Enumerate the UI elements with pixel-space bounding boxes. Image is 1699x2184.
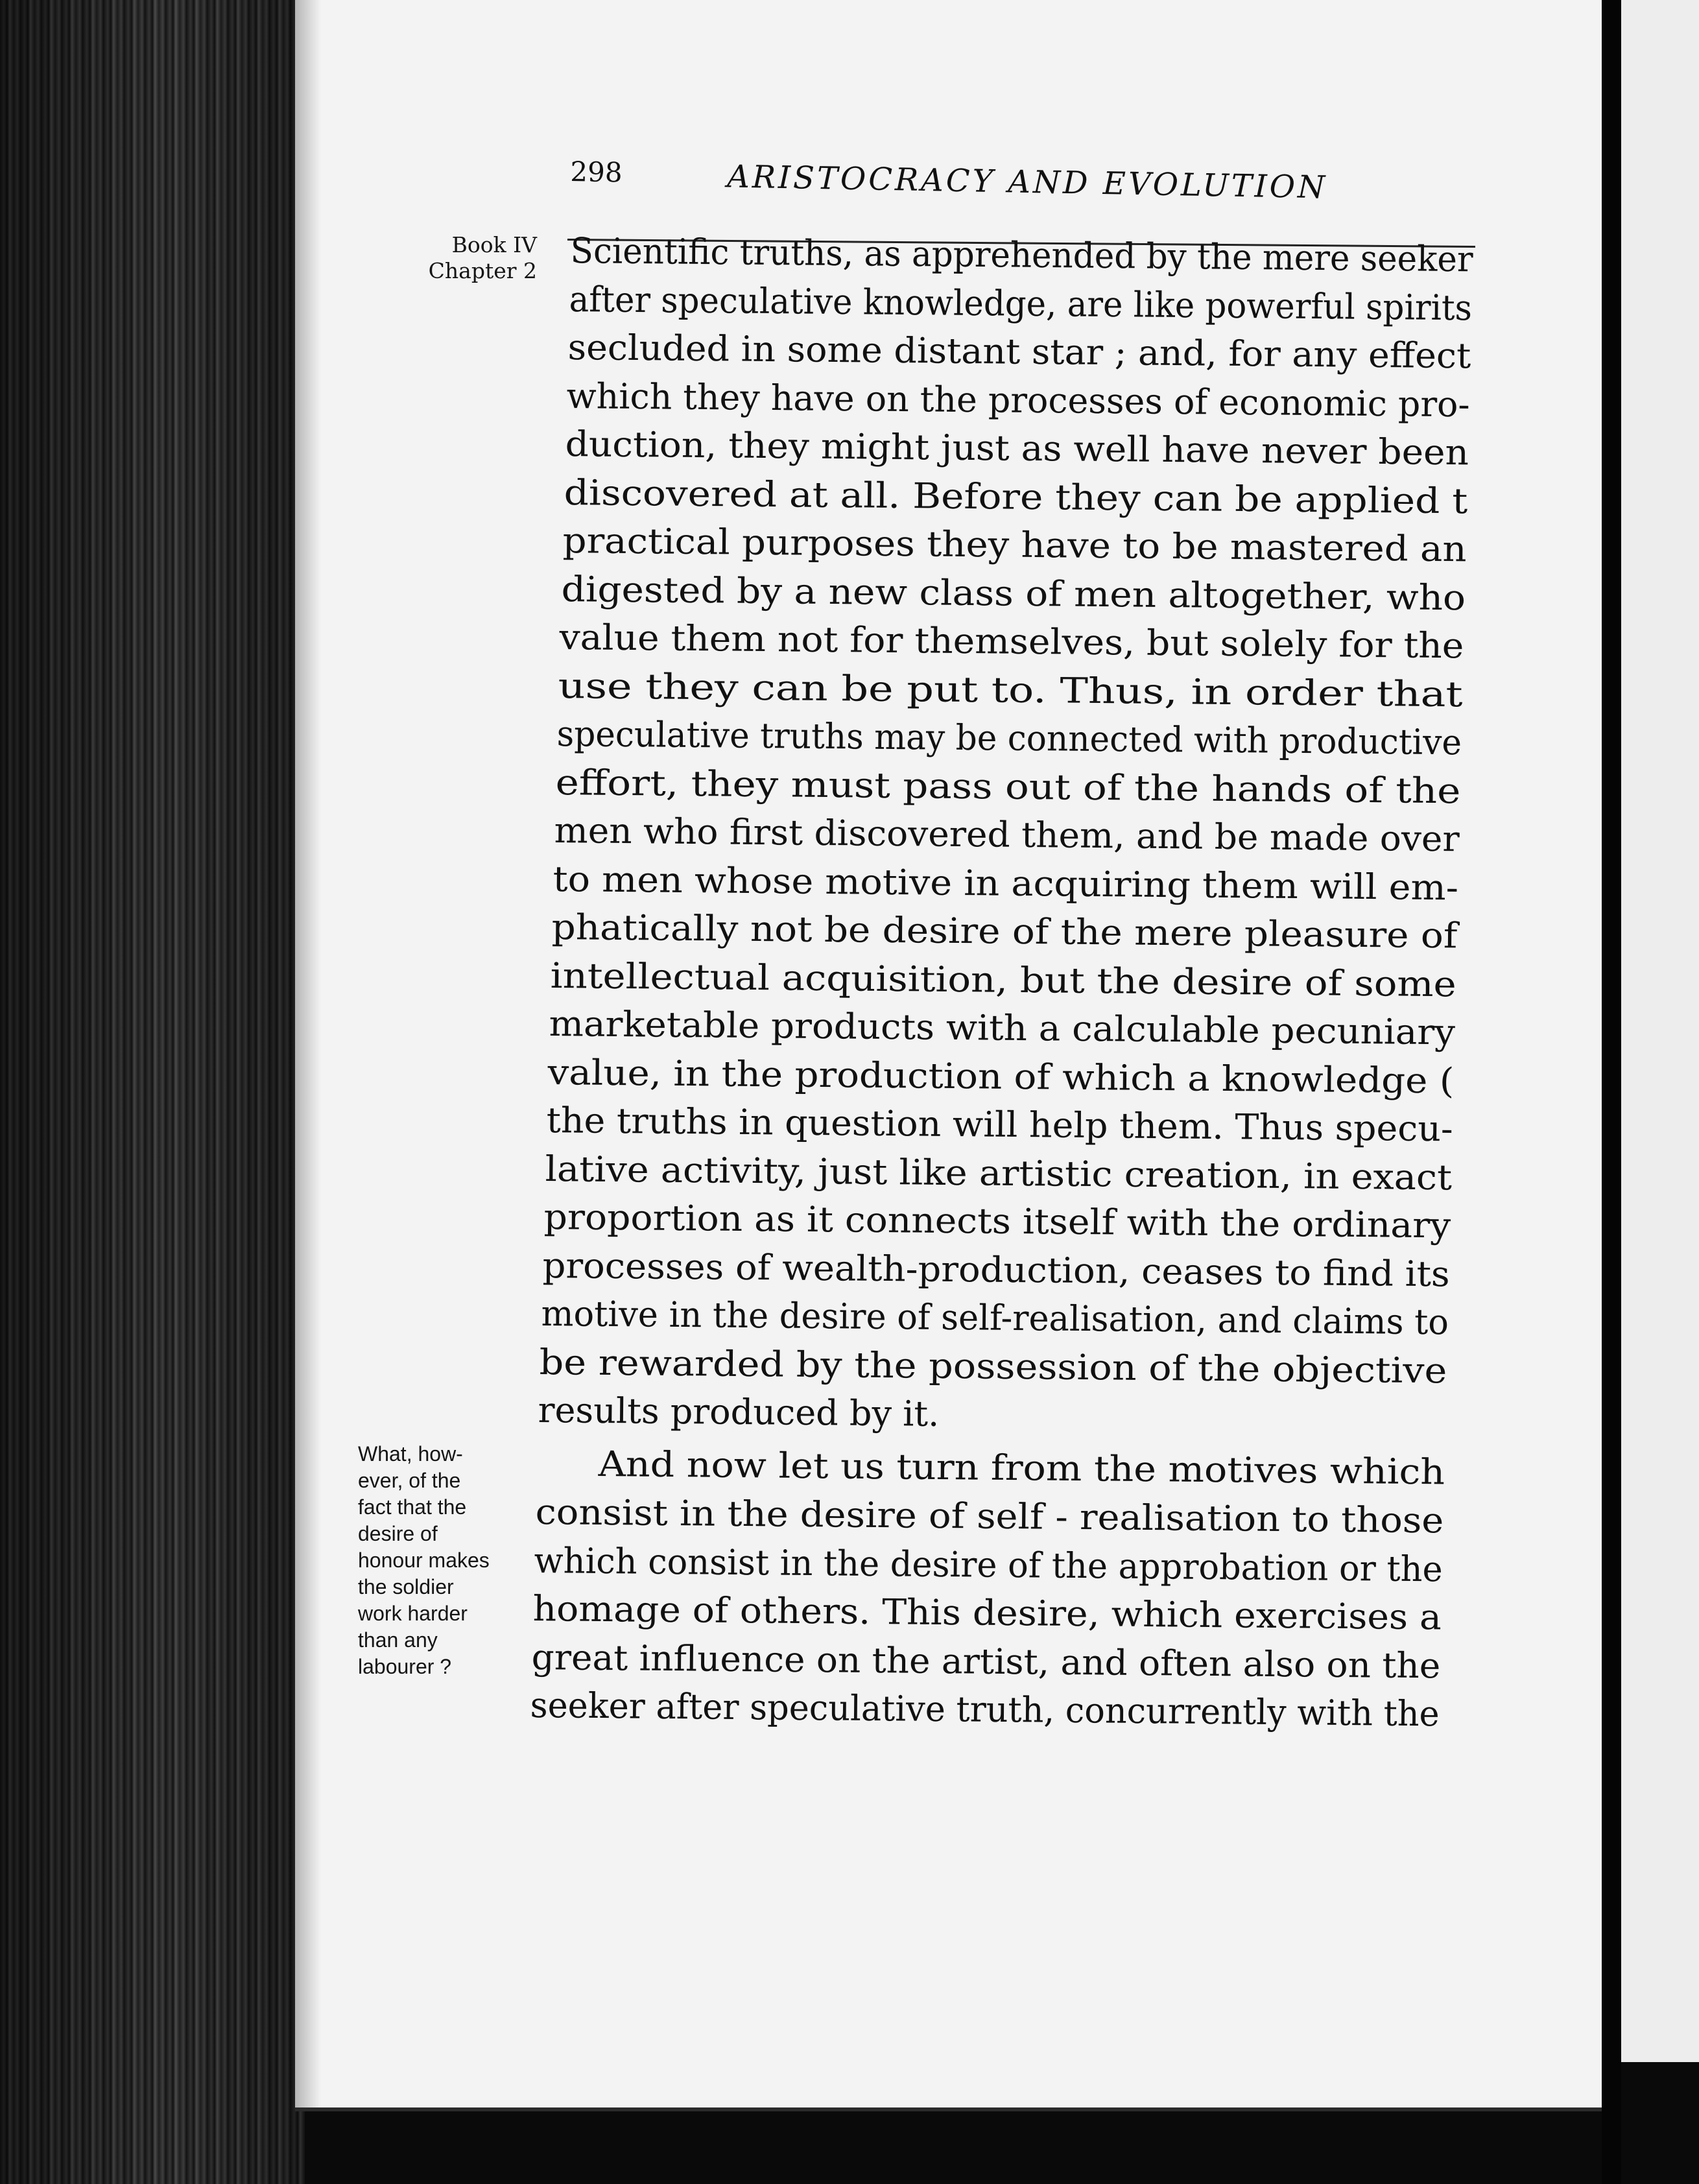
body-line: processes of wealth-production, ceases to find its (541, 1244, 1450, 1294)
body-line: after speculative knowledge, are like powerful spirits (569, 278, 1473, 328)
body-line: use they can be put to. Thus, in order that (558, 665, 1464, 715)
side-note-line: work harder (358, 1602, 468, 1625)
body-line: homage of others. This desire, which exercises a (532, 1588, 1442, 1638)
body-line: duction, they might just as well have never been (565, 423, 1469, 473)
side-note-book-chapter (420, 232, 537, 284)
body-line: results produced by it. (538, 1390, 940, 1434)
body-line: value, in the production of which a knowledge ( (547, 1051, 1455, 1101)
body-line: lative activity, just like artistic creation, in exact (545, 1148, 1453, 1198)
body-line: proportion as it connects itself with the ordinary (543, 1196, 1451, 1246)
body-line: to men whose motive in acquiring them will em- (552, 858, 1459, 908)
body-line: secluded in some distant star ; and, for any effect (567, 327, 1471, 377)
body-line: effort, they must pass out of the hands of the (555, 761, 1461, 811)
body-line: digested by a new class of men altogether, who (560, 568, 1466, 618)
body-line: which consist in the desire of the approbation or the (534, 1539, 1444, 1589)
book-edge-shadow (0, 0, 305, 2184)
body-line: value them not for themselves, but solely for the (559, 617, 1465, 667)
body-line: the truths in question will help them. Thus specu- (546, 1100, 1453, 1150)
body-line: Scientific truths, as apprehended by the mere seeker (570, 230, 1473, 280)
body-line: men who first discovered them, and be made over (554, 810, 1460, 860)
side-note-question (358, 1441, 523, 1680)
body-line: motive in the desire of self-realisation, and claims to (540, 1293, 1449, 1343)
body-line: which they have on the processes of economic pro- (566, 375, 1470, 425)
body-line: consist in the desire of self - realisation to those (535, 1491, 1444, 1541)
body-line: marketable products with a calculable pecuniary (549, 1003, 1456, 1053)
side-note-line: ever, of the (358, 1469, 461, 1492)
side-note-line: honour makes (358, 1549, 490, 1572)
body-line: seeker after speculative truth, concurrently with the (530, 1685, 1440, 1735)
page-gutter (1602, 0, 1621, 2184)
page-number: 298 (569, 155, 623, 189)
facing-page-edge (1621, 0, 1699, 2062)
side-note-line: fact that the (358, 1495, 467, 1519)
side-note-line: the soldier (358, 1575, 454, 1598)
side-note-chapter: Chapter 2 (428, 258, 537, 283)
body-line: discovered at all. Before they can be applied t (564, 471, 1468, 521)
side-note-line: labourer ? (358, 1655, 452, 1678)
side-note-line: desire of (358, 1522, 438, 1545)
body-line: great influence on the artist, and often also on the (531, 1636, 1441, 1686)
body-line: And now let us turn from the motives which (598, 1443, 1445, 1493)
side-note-line: than any (358, 1628, 438, 1652)
body-line: be rewarded by the possession of the objective (539, 1341, 1448, 1391)
side-note-line: What, how- (358, 1442, 463, 1466)
body-line: intellectual acquisition, but the desire of some (550, 955, 1456, 1004)
running-title: ARISTOCRACY AND EVOLUTION (726, 158, 1328, 206)
body-line: speculative truths may be connected with productive (556, 713, 1462, 763)
side-note-book: Book IV (451, 232, 537, 257)
body-line: practical purposes they have to be mastered an (562, 520, 1467, 570)
body-line: phatically not be desire of the mere pleasure of (551, 907, 1458, 956)
page-gutter-shadow (295, 0, 321, 2107)
